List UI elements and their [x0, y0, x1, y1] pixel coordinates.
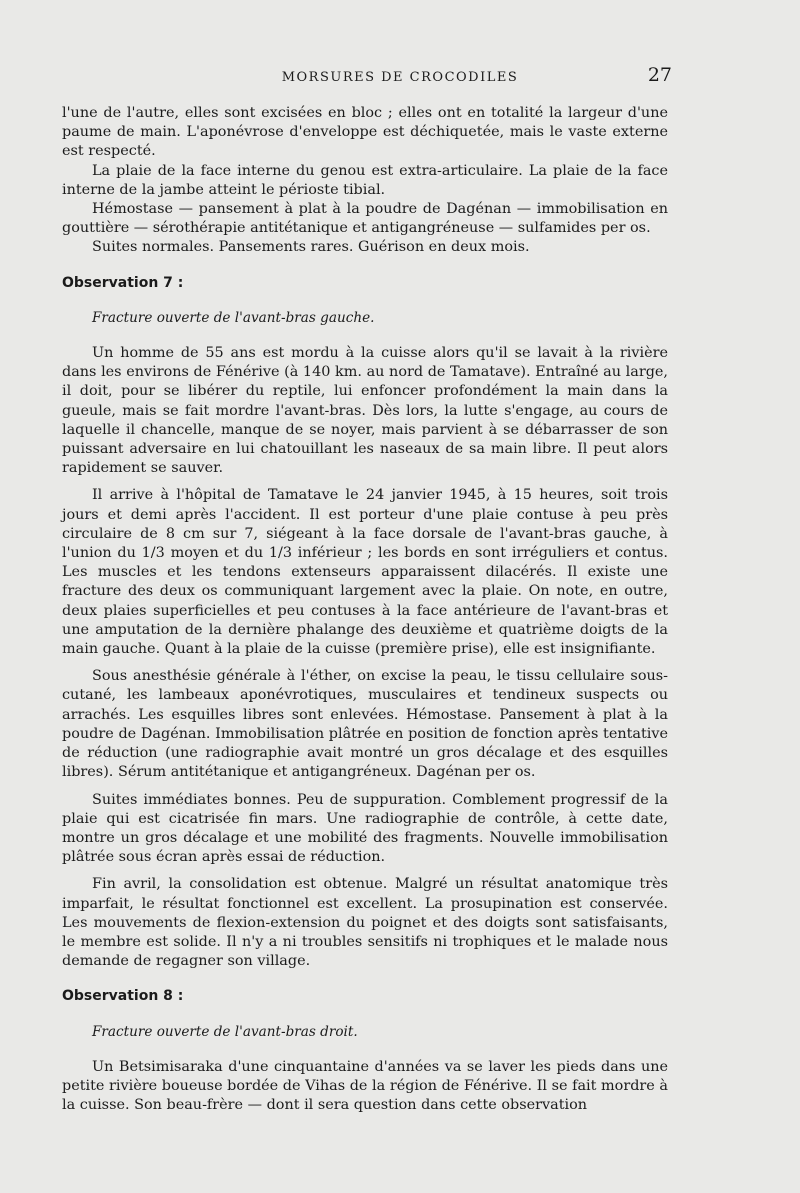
- page-number: 27: [647, 64, 672, 86]
- paragraph: Suites immédiates bonnes. Peu de suppuration. Comblement progressif de la plaie qui est cicatrisée fin mars. Une radiographie de contrôle, à cette date, montre un gros décalage et une mobilité des fragments. Nouvelle immobilisation plâtrée sous écran après essai de réduction.: [62, 791, 668, 866]
- observation-subtitle: Fracture ouverte de l'avant-bras droit.: [92, 1023, 358, 1040]
- paragraph: La plaie de la face interne du genou est extra-articulaire. La plaie de la face interne de la jambe atteint le périoste tibial.: [62, 162, 668, 198]
- observation-heading: Observation 8 :: [62, 988, 184, 1005]
- paragraph: Fin avril, la consolidation est obtenue. Malgré un résultat anatomique très imparfait, le résultat fonctionnel est excellent. La prosupination est conservée. Les mouvements de flexion-extension du poignet et des doigts sont satisfaisants, le membre est solide. Il n'y a ni troubles sensitifs ni trophiques et le malade nous demande de regagner son village.: [62, 876, 668, 970]
- observation-heading: Observation 7 :: [62, 274, 184, 291]
- paragraph: Hémostase — pansement à plat à la poudre de Dagénan — immobilisation en gouttière — sérothérapie antitétanique et antigangréneuse — sulfamides per os.: [62, 201, 668, 237]
- running-title: MORSURES DE CROCODILES: [281, 70, 519, 85]
- paragraph: Un Betsimisaraka d'une cinquantaine d'années va se laver les pieds dans une petite rivière boueuse bordée de Vihas de la région de Fénérive. Il se fait mordre à la cuisse. Son beau-frère — dont il sera question dans cette observation: [62, 1058, 668, 1114]
- observation-subtitle: Fracture ouverte de l'avant-bras gauche.: [92, 309, 375, 326]
- body-text: [62, 104, 668, 1115]
- paragraph: l'une de l'autre, elles sont excisées en bloc ; elles ont en totalité la largeur d'une paume de main. L'aponévrose d'enveloppe est déchiquetée, mais le vaste externe est respecté.: [62, 105, 668, 160]
- paragraph: Suites normales. Pansements rares. Guérison en deux mois.: [92, 239, 530, 256]
- paragraph: Un homme de 55 ans est mordu à la cuisse alors qu'il se lavait à la rivière dans les environs de Fénérive (à 140 km. au nord de Tamatave). Entraîné au large, il doit, pour se libérer du reptile, lui enfoncer profondément la main dans la gueule, mais se fait mordre l'avant-bras. Dès lors, la lutte s'engage, au cours de laquelle il chancelle, manque de se noyer, mais parvient à se débarrasser de son puissant adversaire en lui chatouillant les naseaux de sa main libre. Il peut alors rapidement se sauver.: [62, 345, 668, 477]
- paragraph: Il arrive à l'hôpital de Tamatave le 24 janvier 1945, à 15 heures, soit trois jours et demi après l'accident. Il est porteur d'une plaie contuse à peu près circulaire de 8 cm sur 7, siégeant à la face dorsale de l'avant-bras gauche, à l'union du 1/3 moyen et du 1/3 inférieur ; les bords en sont irréguliers et contus. Les muscles et les tendons extenseurs apparaissent dilacérés. Il existe une fracture des deux os communiquant largement avec la plaie. On note, en outre, deux plaies superficielles et peu contuses à la face antérieure de l'avant-bras et une amputation de la dernière phalange des deuxième et quatrième doigts de la main gauche. Quant à la plaie de la cuisse (première prise), elle est insignifiante.: [62, 487, 668, 658]
- paragraph: Sous anesthésie générale à l'éther, on excise la peau, le tissu cellulaire sous-cutané, les lambeaux aponévrotiques, musculaires et tendineux suspects ou arrachés. Les esquilles libres sont enlevées. Hémostase. Pansement à plat à la poudre de Dagénan. Immobilisation plâtrée en position de fonction après tentative de réduction (une radiographie avait montré un gros décalage et des esquilles libres). Sérum antitétanique et antigangréneux. Dagénan per os.: [62, 668, 668, 781]
